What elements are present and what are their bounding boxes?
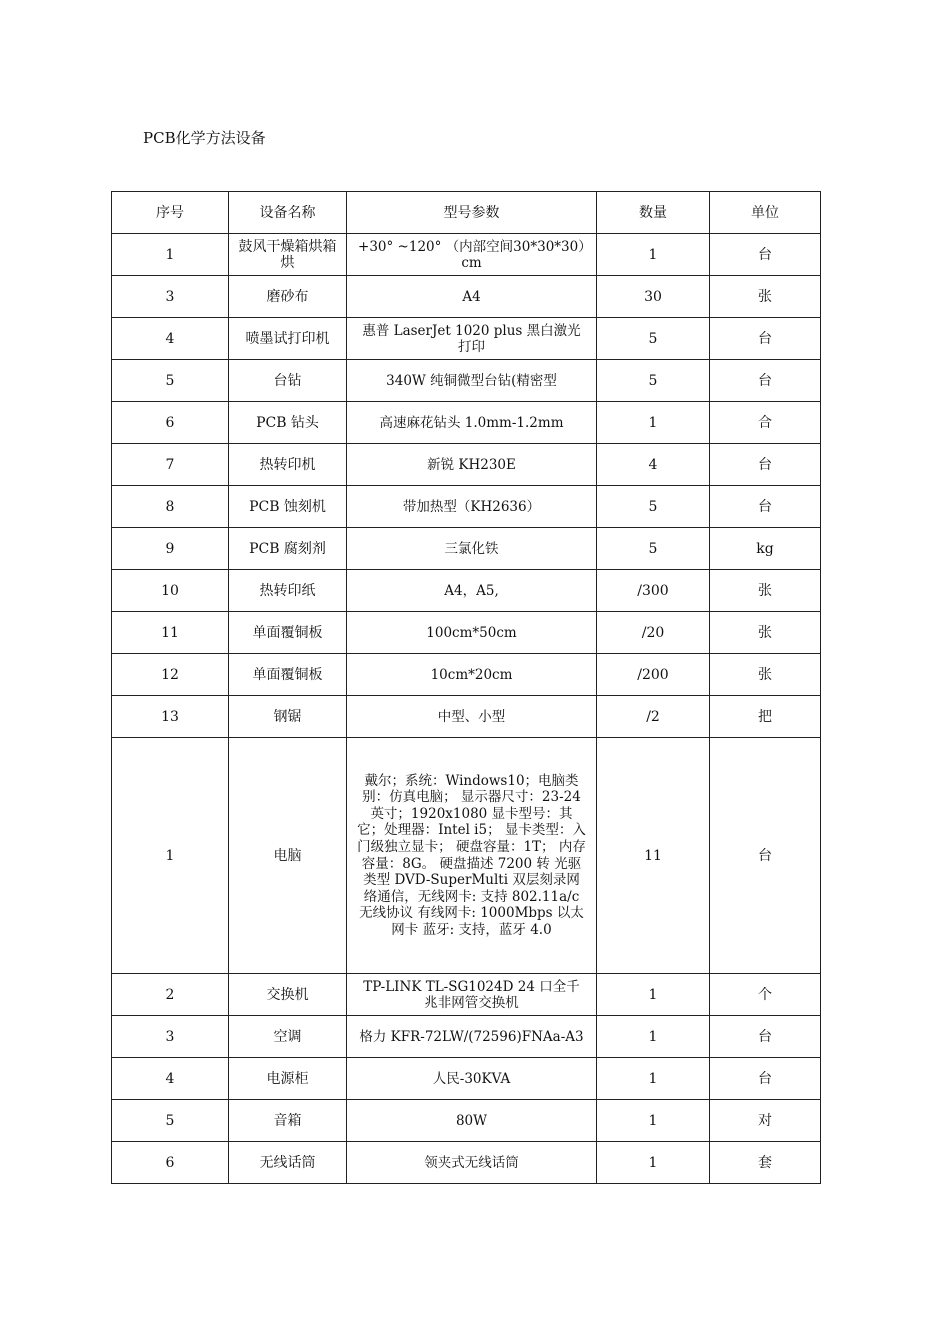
cell-spec: 中型、小型 [347, 696, 597, 738]
cell-index: 5 [112, 360, 229, 402]
cell-unit: 台 [710, 738, 821, 974]
cell-unit: 张 [710, 276, 821, 318]
cell-name: 热转印机 [229, 444, 347, 486]
table-row [112, 654, 821, 696]
cell-spec: 340W 纯铜微型台钻(精密型 [347, 360, 597, 402]
table-row [112, 570, 821, 612]
table-row [112, 360, 821, 402]
cell-index: 6 [112, 402, 229, 444]
cell-index: 7 [112, 444, 229, 486]
cell-index: 11 [112, 612, 229, 654]
cell-index: 1 [112, 738, 229, 974]
cell-index: 12 [112, 654, 229, 696]
cell-quantity: 5 [597, 318, 710, 360]
cell-spec: 惠普 LaserJet 1020 plus 黑白激光打印 [347, 318, 597, 360]
cell-name: 单面覆铜板 [229, 612, 347, 654]
cell-quantity: 5 [597, 528, 710, 570]
cell-unit: 把 [710, 696, 821, 738]
table-row [112, 738, 821, 974]
table-header-row [112, 192, 821, 234]
cell-index: 8 [112, 486, 229, 528]
cell-index: 5 [112, 1100, 229, 1142]
header-cell-quantity: 数量 [597, 192, 710, 234]
cell-quantity: 1 [597, 974, 710, 1016]
cell-index: 3 [112, 276, 229, 318]
table-row [112, 528, 821, 570]
cell-unit: 个 [710, 974, 821, 1016]
cell-quantity: 5 [597, 486, 710, 528]
cell-spec: 带加热型（KH2636） [347, 486, 597, 528]
cell-quantity: 30 [597, 276, 710, 318]
cell-quantity: /200 [597, 654, 710, 696]
table-row [112, 1016, 821, 1058]
table-row [112, 1058, 821, 1100]
cell-spec: 100cm*50cm [347, 612, 597, 654]
cell-quantity: 5 [597, 360, 710, 402]
table-row [112, 444, 821, 486]
cell-name: 电脑 [229, 738, 347, 974]
cell-unit: 张 [710, 612, 821, 654]
cell-index: 6 [112, 1142, 229, 1184]
cell-spec: TP-LINK TL-SG1024D 24 口全千兆非网管交换机 [347, 974, 597, 1016]
cell-unit: 台 [710, 1016, 821, 1058]
table-row [112, 1142, 821, 1184]
cell-spec: 格力 KFR-72LW/(72596)FNAa-A3 [347, 1016, 597, 1058]
cell-unit: 合 [710, 402, 821, 444]
cell-spec: 领夹式无线话筒 [347, 1142, 597, 1184]
cell-index: 10 [112, 570, 229, 612]
cell-name: 喷墨试打印机 [229, 318, 347, 360]
cell-quantity: 11 [597, 738, 710, 974]
cell-spec: 新锐 KH230E [347, 444, 597, 486]
cell-name: 台钻 [229, 360, 347, 402]
cell-spec: 三氯化铁 [347, 528, 597, 570]
cell-spec: 10cm*20cm [347, 654, 597, 696]
document-title: PCB化学方法设备 [143, 129, 266, 147]
table-row [112, 234, 821, 276]
cell-index: 4 [112, 1058, 229, 1100]
equipment-table [111, 191, 821, 1184]
cell-name: 磨砂布 [229, 276, 347, 318]
cell-unit: 台 [710, 360, 821, 402]
table-row [112, 1100, 821, 1142]
cell-quantity: 1 [597, 1016, 710, 1058]
table-row [112, 276, 821, 318]
table-row [112, 318, 821, 360]
cell-spec: 高速麻花钻头 1.0mm-1.2mm [347, 402, 597, 444]
cell-index: 13 [112, 696, 229, 738]
cell-index: 2 [112, 974, 229, 1016]
cell-spec: 80W [347, 1100, 597, 1142]
cell-quantity: 1 [597, 1142, 710, 1184]
cell-quantity: /300 [597, 570, 710, 612]
cell-unit: 台 [710, 234, 821, 276]
cell-quantity: 1 [597, 234, 710, 276]
table-row [112, 486, 821, 528]
cell-name: 钢锯 [229, 696, 347, 738]
cell-name: PCB 腐刻剂 [229, 528, 347, 570]
cell-unit: 张 [710, 654, 821, 696]
cell-name: 无线话筒 [229, 1142, 347, 1184]
cell-index: 4 [112, 318, 229, 360]
cell-name: 单面覆铜板 [229, 654, 347, 696]
cell-index: 9 [112, 528, 229, 570]
cell-quantity: 4 [597, 444, 710, 486]
cell-name: PCB 钻头 [229, 402, 347, 444]
cell-index: 1 [112, 234, 229, 276]
table-row [112, 974, 821, 1016]
header-cell-index: 序号 [112, 192, 229, 234]
header-cell-spec: 型号参数 [347, 192, 597, 234]
cell-quantity: 1 [597, 1100, 710, 1142]
cell-spec: +30° ~120° （内部空间30*30*30）cm [347, 234, 597, 276]
cell-name: 鼓风干燥箱烘箱烘 [229, 234, 347, 276]
cell-spec: A4，A5, [347, 570, 597, 612]
cell-unit: 张 [710, 570, 821, 612]
cell-spec: 戴尔；系统：Windows10；电脑类别：仿真电脑； 显示器尺寸：23-24 英寸；1920x1080 显卡型号：其它；处理器：Intel i5； 显卡类型：入门级独立显卡； 硬盘容量：1T； 内存容量：8G。 硬盘描述 7200 转 光驱类型 DVD-SuperMulti 双层刻录网络通信，无线网卡: 支持 802.11a/c 无线协议 有线网卡: 1000Mbps 以太网卡 蓝牙: 支持，蓝牙 4.0 [347, 738, 597, 974]
cell-name: 热转印纸 [229, 570, 347, 612]
cell-name: 交换机 [229, 974, 347, 1016]
cell-spec: A4 [347, 276, 597, 318]
cell-quantity: 1 [597, 1058, 710, 1100]
table-row [112, 696, 821, 738]
cell-name: PCB 蚀刻机 [229, 486, 347, 528]
cell-unit: kg [710, 528, 821, 570]
cell-name: 电源柜 [229, 1058, 347, 1100]
cell-unit: 台 [710, 1058, 821, 1100]
cell-unit: 台 [710, 318, 821, 360]
cell-unit: 对 [710, 1100, 821, 1142]
cell-quantity: 1 [597, 402, 710, 444]
cell-index: 3 [112, 1016, 229, 1058]
cell-name: 空调 [229, 1016, 347, 1058]
header-cell-unit: 单位 [710, 192, 821, 234]
cell-unit: 台 [710, 444, 821, 486]
cell-spec: 人民-30KVA [347, 1058, 597, 1100]
cell-quantity: /2 [597, 696, 710, 738]
header-cell-name: 设备名称 [229, 192, 347, 234]
cell-quantity: /20 [597, 612, 710, 654]
cell-name: 音箱 [229, 1100, 347, 1142]
table-row [112, 402, 821, 444]
cell-unit: 套 [710, 1142, 821, 1184]
cell-unit: 台 [710, 486, 821, 528]
table-row [112, 612, 821, 654]
